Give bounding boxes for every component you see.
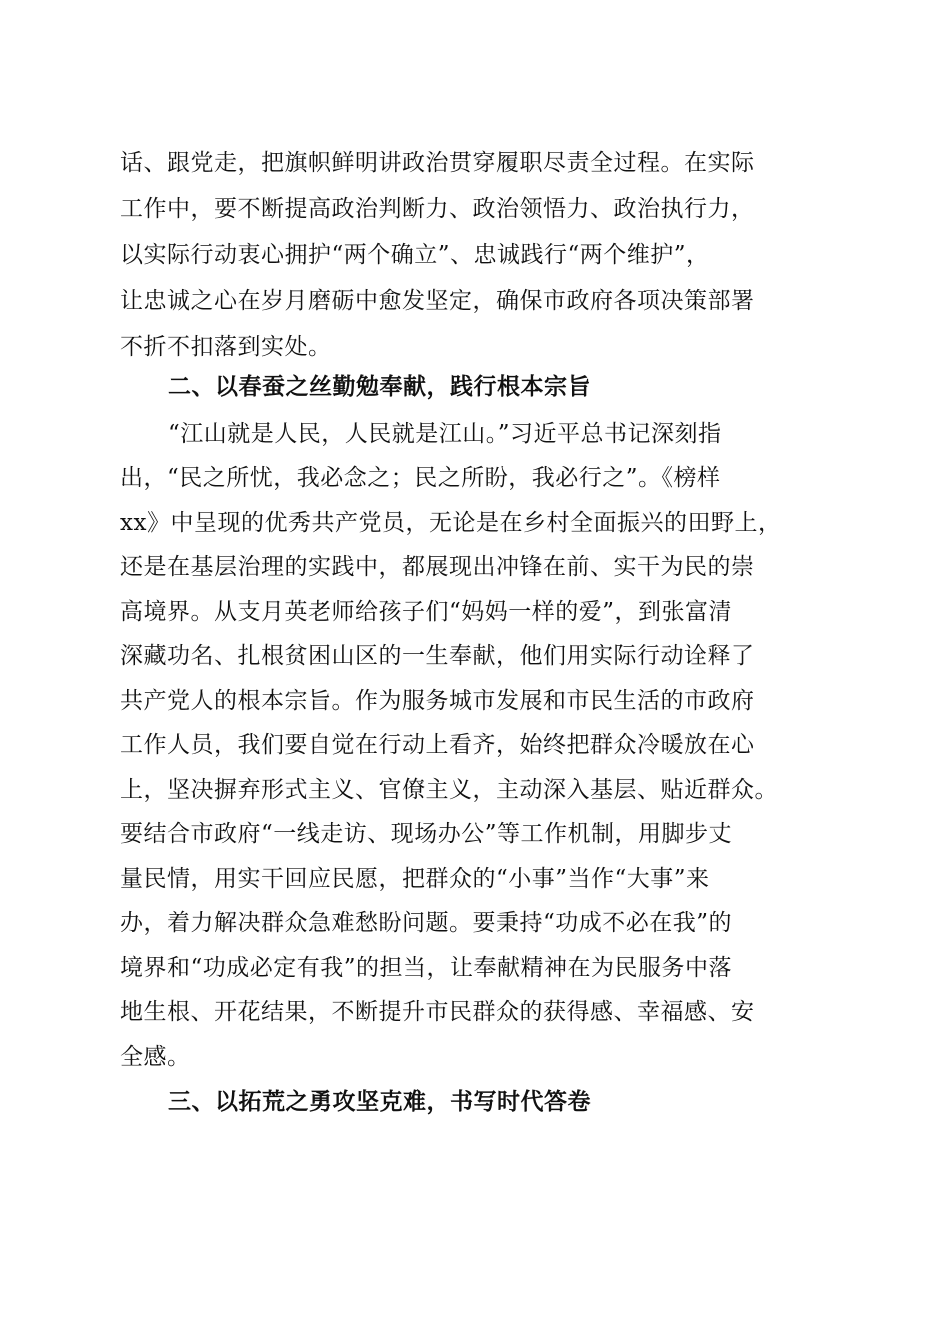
paragraph-line: 量民情，用实干回应民愿，把群众的“小事”当作“大事”来 [120, 866, 710, 892]
paragraph-line: “江山就是人民，人民就是江山。”习近平总书记深刻指 [168, 421, 722, 447]
paragraph-line: 上，坚决摒弃形式主义、官僚主义，主动深入基层、贴近群众。 [120, 777, 778, 803]
paragraph-line: 工作中，要不断提高政治判断力、政治领悟力、政治执行力， [120, 196, 755, 222]
paragraph-line: 全感。 [120, 1044, 191, 1070]
paragraph-line: 不折不扣落到实处。 [120, 334, 332, 360]
paragraph-line: xx》中呈现的优秀共产党员，无论是在乡村全面振兴的田野上， [120, 510, 782, 536]
paragraph-line: 还是在基层治理的实践中，都展现出冲锋在前、实干为民的崇 [120, 554, 755, 580]
paragraph-line: 话、跟党走，把旗帜鲜明讲政治贯穿履职尽责全过程。在实际 [120, 150, 755, 176]
paragraph-line: 工作人员，我们要自觉在行动上看齐，始终把群众冷暖放在心 [120, 732, 755, 758]
section-heading-2: 二、以春蚕之丝勤勉奉献，践行根本宗旨 [168, 374, 591, 400]
paragraph-line: 深藏功名、扎根贫困山区的一生奉献，他们用实际行动诠释了 [120, 643, 755, 669]
paragraph-line: 境界和“功成必定有我”的担当，让奉献精神在为民服务中落 [120, 955, 733, 981]
paragraph-line: 出，“民之所忧，我必念之；民之所盼，我必行之”。《榜样 [120, 465, 721, 491]
paragraph-line: 让忠诚之心在岁月磨砺中愈发坚定，确保市政府各项决策部署 [120, 288, 755, 314]
paragraph-line: 要结合市政府“一线走访、现场办公”等工作机制，用脚步丈 [120, 821, 733, 847]
paragraph-line: 高境界。从支月英老师给孩子们“妈妈一样的爱”，到张富清 [120, 599, 733, 625]
section-heading-3: 三、以拓荒之勇攻坚克难，书写时代答卷 [168, 1089, 591, 1115]
paragraph-line: 以实际行动衷心拥护“两个确立”、忠诚践行“两个维护”， [120, 242, 710, 268]
paragraph-line: 办，着力解决群众急难愁盼问题。要秉持“功成不必在我”的 [120, 910, 733, 936]
paragraph-line: 地生根、开花结果，不断提升市民群众的获得感、幸福感、安 [120, 999, 755, 1025]
paragraph-line: 共产党人的根本宗旨。作为服务城市发展和市民生活的市政府 [120, 688, 755, 714]
